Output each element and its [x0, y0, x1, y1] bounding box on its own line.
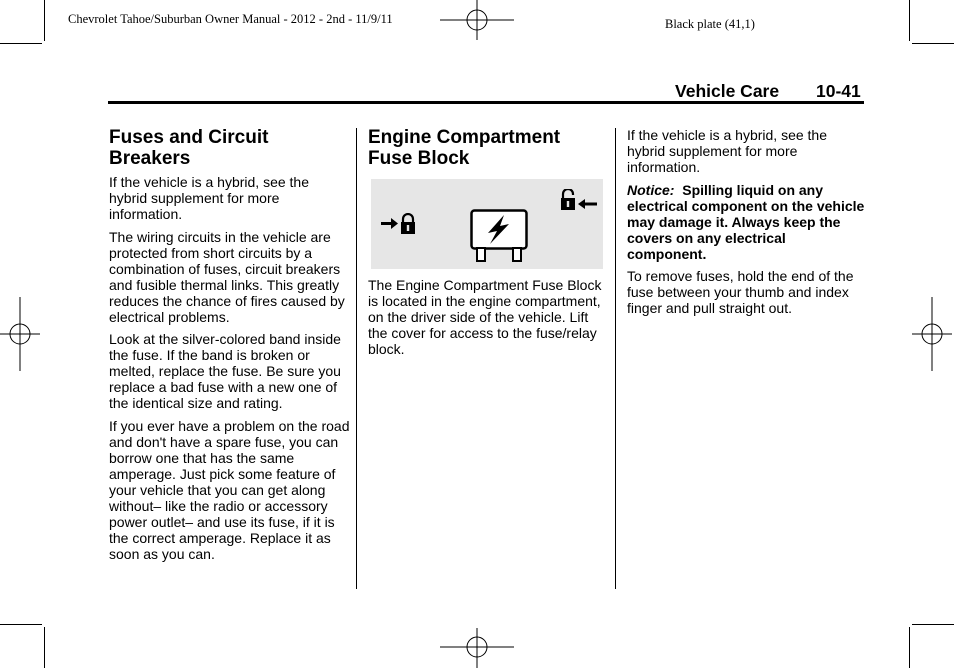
- header-rule: [108, 101, 864, 104]
- registration-mark-left: [0, 297, 40, 371]
- crop-mark: [912, 43, 954, 44]
- paragraph: Look at the silver-colored band inside the fuse. If the band is broken or melted, replace the fuse. Be sure you replace a bad fuse with a new one of the identical size and rating.: [109, 331, 341, 411]
- column-engine-compartment-fuse-block: [368, 127, 608, 364]
- crop-mark: [909, 0, 910, 41]
- notice-text: Spilling liquid on any electrical component on the vehicle may damage it. Always keep the covers on any electrical component.: [627, 181, 865, 262]
- notice: [627, 182, 865, 262]
- crop-mark: [912, 624, 954, 625]
- column-fuses-circuit-breakers: [109, 127, 351, 568]
- lock-arrow-in-icon: [381, 213, 417, 235]
- print-meta-title: Chevrolet Tahoe/Suburban Owner Manual - 2012 - 2nd - 11/9/11: [68, 12, 393, 26]
- registration-mark-bottom: [440, 628, 514, 668]
- page-number: 10-41: [816, 81, 861, 101]
- section-title: Vehicle Care: [675, 81, 780, 101]
- crop-mark: [44, 627, 45, 668]
- crop-mark: [44, 0, 45, 41]
- paragraph: If the vehicle is a hybrid, see the hybrid supplement for more information.: [109, 174, 309, 222]
- fuse-block-cover-figure: [371, 179, 603, 269]
- paragraph: The Engine Compartment Fuse Block is located in the engine compartment, on the driver side of the vehicle. Lift the cover for access to the fuse/relay block.: [368, 277, 602, 357]
- fuse-lightning-icon: [470, 209, 528, 264]
- registration-mark-right: [912, 297, 952, 371]
- unlock-arrow-out-icon: [560, 189, 598, 211]
- crop-mark: [0, 624, 42, 625]
- crop-mark: [909, 627, 910, 668]
- paragraph: To remove fuses, hold the end of the fuse between your thumb and index finger and pull straight out.: [627, 268, 854, 316]
- column-divider: [615, 128, 616, 589]
- crop-mark: [0, 43, 42, 44]
- heading-fuses-circuit-breakers: Fuses and Circuit Breakers: [109, 127, 269, 169]
- paragraph: The wiring circuits in the vehicle are protected from short circuits by a combination of fuses, circuit breakers and fusible thermal links. This greatly reduces the chance of fires caused by electrical problems.: [109, 228, 345, 325]
- print-meta-plate: Black plate (41,1): [665, 17, 755, 31]
- paragraph: If you ever have a problem on the road and don't have a spare fuse, you can borrow one that has the same amperage. Just pick some feature of your vehicle that you can get along without– like the radio or accessory power outlet– and use its fuse, if it is the correct amperage. Replace it as soon as you can.: [109, 417, 350, 562]
- registration-mark-top: [440, 0, 514, 40]
- column-divider: [356, 128, 357, 589]
- notice-label: Notice:: [627, 181, 675, 198]
- paragraph: If the vehicle is a hybrid, see the hybrid supplement for more information.: [627, 127, 827, 175]
- heading-engine-compartment-fuse-block: Engine Compartment Fuse Block: [368, 127, 561, 169]
- column-fuse-removal: [627, 127, 865, 323]
